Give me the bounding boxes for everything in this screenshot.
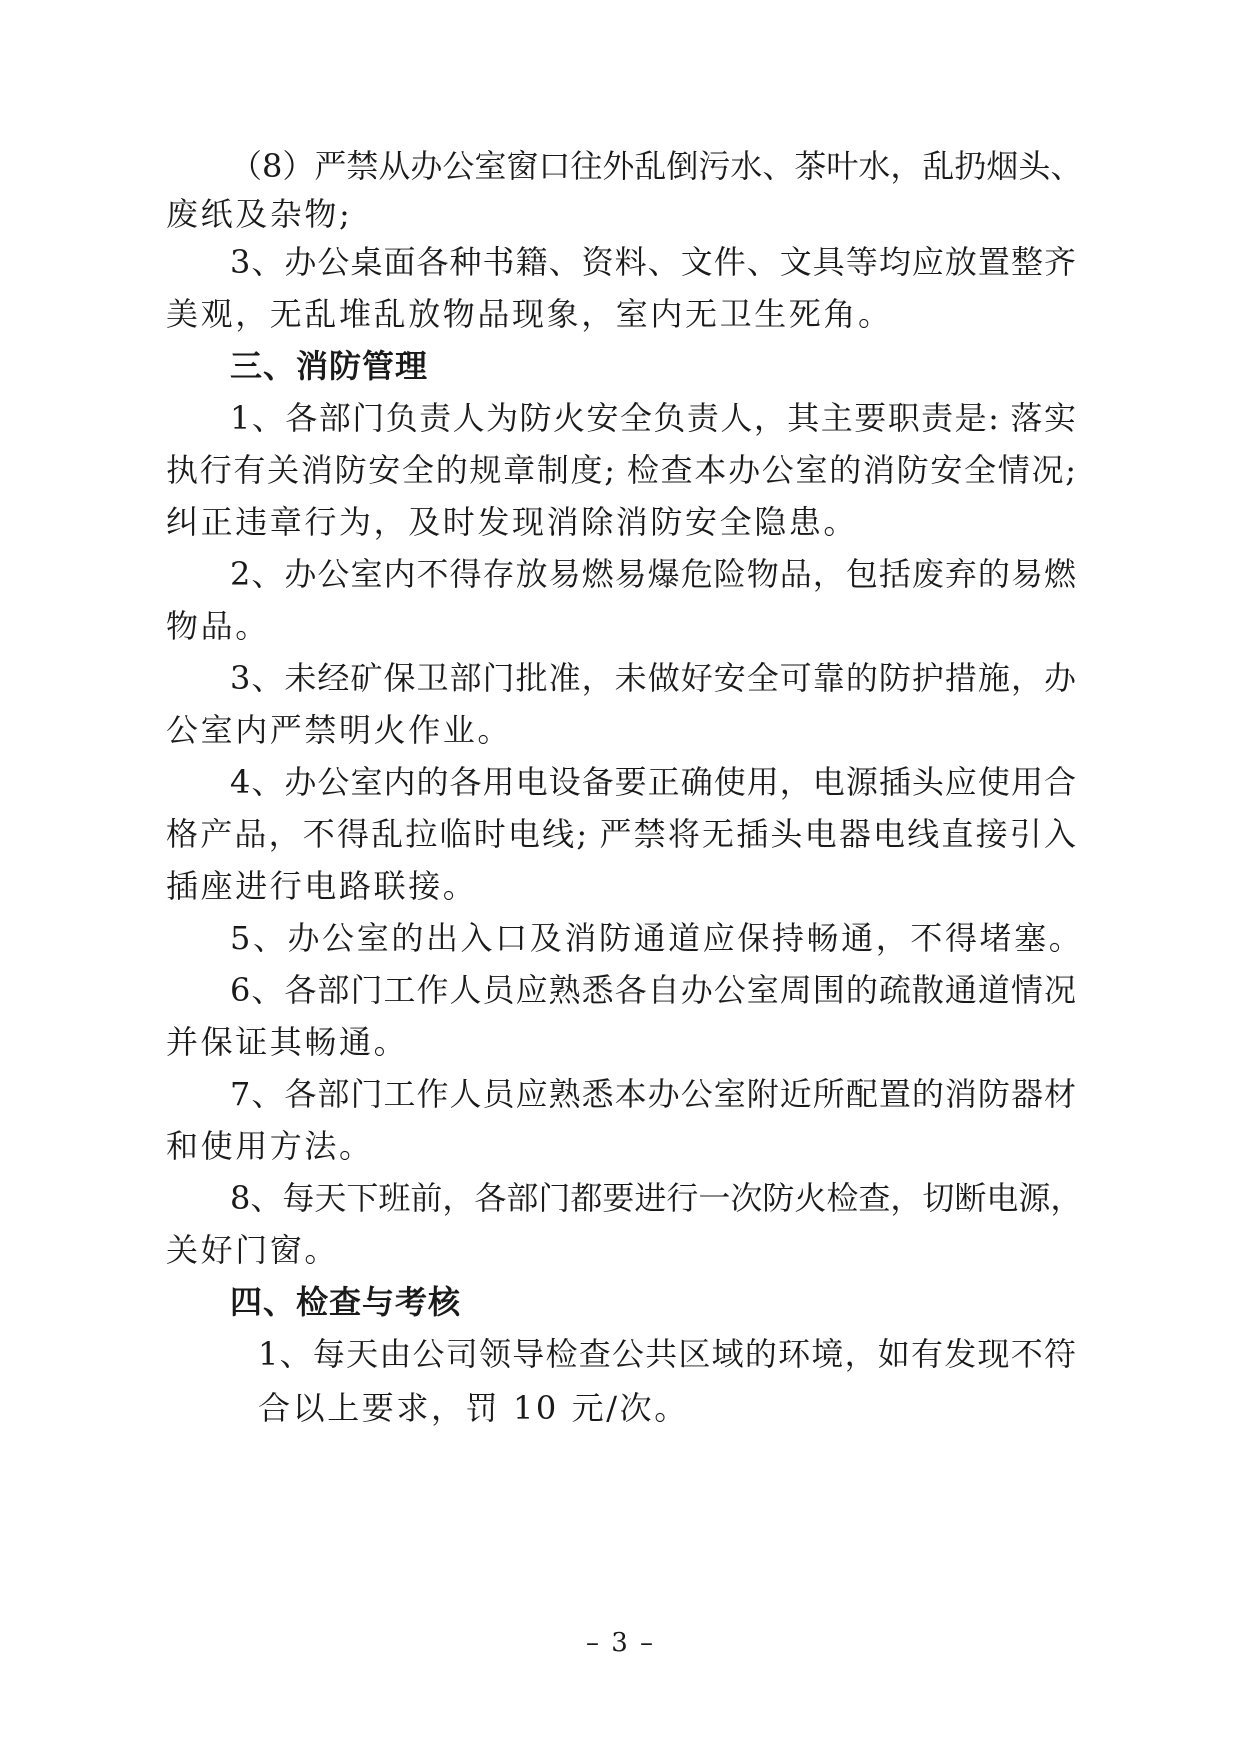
paragraph-line: 2、办公室内不得存放易燃易爆危险物品，包括废弃的易燃 [230, 555, 1076, 593]
paragraph-line: 8、每天下班前，各部门都要进行一次防火检查，切断电源， [230, 1179, 1083, 1217]
paragraph-line: 6、各部门工作人员应熟悉各自办公室周围的疏散通道情况 [230, 971, 1076, 1009]
paragraph-line: 物品。 [166, 607, 270, 645]
paragraph-line: 公室内严禁明火作业。 [166, 711, 513, 749]
paragraph-line: 并保证其畅通。 [166, 1023, 409, 1061]
paragraph-line: 美观，无乱堆乱放物品现象，室内无卫生死角。 [166, 295, 893, 333]
paragraph-line: 关好门窗。 [166, 1231, 340, 1269]
paragraph-line: 合以上要求，罚 10 元/次。 [258, 1389, 689, 1427]
section-heading: 四、检查与考核 [230, 1283, 462, 1321]
paragraph-line: 5、办公室的出入口及消防通道应保持畅通，不得堵塞。 [230, 919, 1084, 957]
paragraph-line: 3、办公桌面各种书籍、资料、文件、文具等均应放置整齐 [230, 243, 1076, 281]
paragraph-line: 和使用方法。 [166, 1127, 374, 1165]
paragraph-line: 格产品，不得乱拉临时电线; 严禁将无插头电器电线直接引入 [166, 815, 1076, 853]
paragraph-line: 1、每天由公司领导检查公共区域的环境，如有发现不符 [258, 1335, 1076, 1373]
paragraph-line: 插座进行电路联接。 [166, 867, 478, 905]
paragraph-line: 4、办公室内的各用电设备要正确使用，电源插头应使用合 [230, 763, 1076, 801]
paragraph-line: 3、未经矿保卫部门批准，未做好安全可靠的防护措施，办 [230, 659, 1076, 697]
paragraph-line: 废纸及杂物; [166, 195, 353, 233]
paragraph-line: 纠正违章行为，及时发现消除消防安全隐患。 [166, 503, 859, 541]
paragraph-line: （8）严禁从办公室窗口往外乱倒污水、茶叶水，乱扔烟头、 [230, 147, 1083, 185]
paragraph-line: 7、各部门工作人员应熟悉本办公室附近所配置的消防器材 [230, 1075, 1076, 1113]
paragraph-line: 1、各部门负责人为防火安全负责人，其主要职责是: 落实 [230, 399, 1076, 437]
page-number: – 3 – [585, 1628, 656, 1658]
section-heading: 三、消防管理 [230, 347, 429, 385]
paragraph-line: 执行有关消防安全的规章制度; 检查本办公室的消防安全情况; [166, 451, 1076, 489]
